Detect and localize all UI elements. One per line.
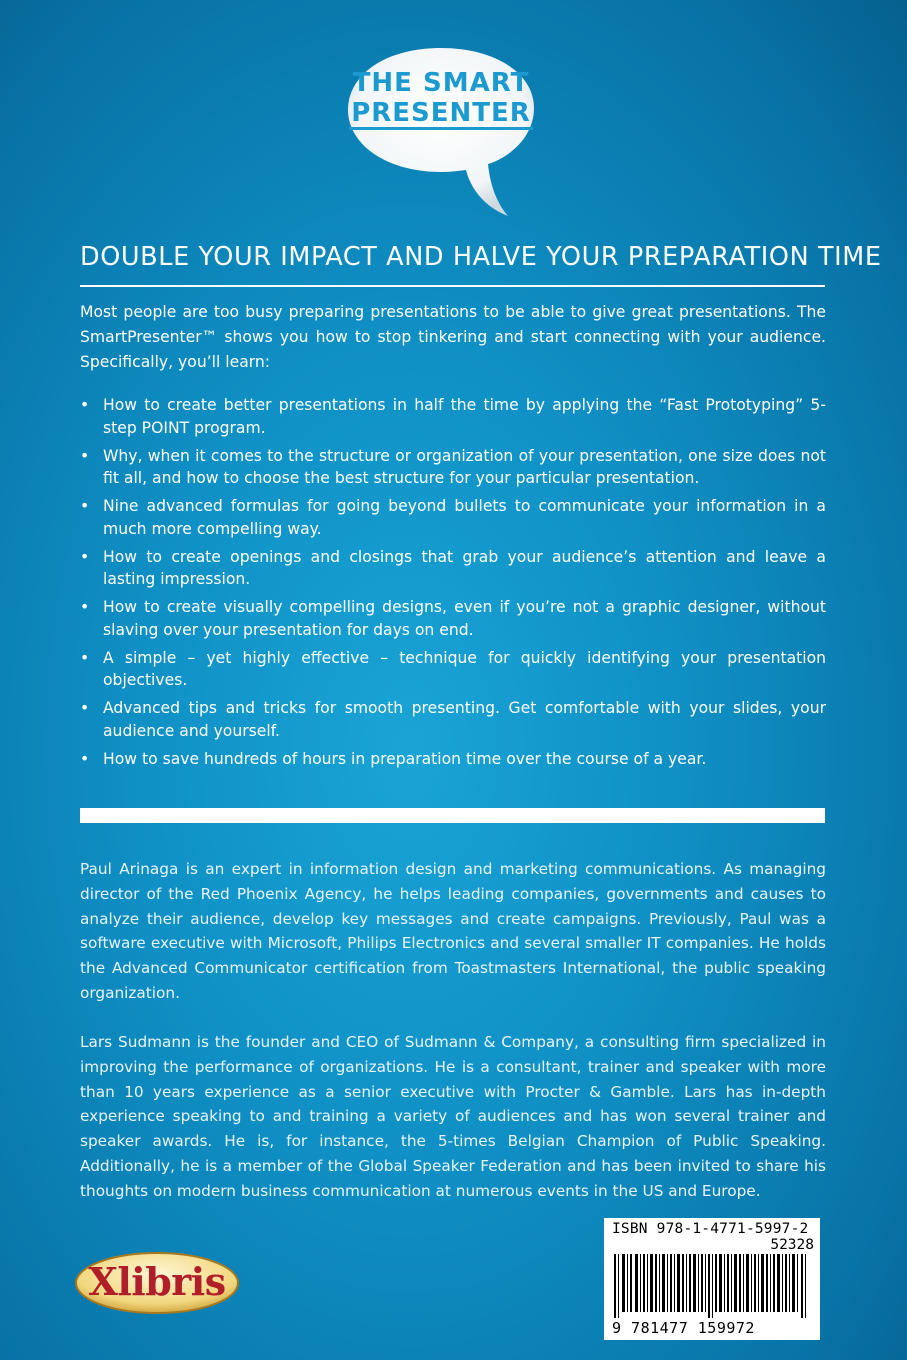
- bullet-text: How to create openings and closings that grab your audience’s attention and leave a lasting impression.: [103, 547, 826, 588]
- headline: DOUBLE YOUR IMPACT AND HALVE YOUR PREPARATION TIME: [80, 242, 882, 272]
- list-item: [80, 596, 826, 641]
- author-bio-paul: Paul Arinaga is an expert in information design and marketing communications. As managing director of the Red Phoenix Agency, he helps leading companies, governments and causes to analyze their audience, develop key messages and create campaigns. Previously, Paul was a software executive with Microsoft, Philips Electronics and several smaller IT companies. He holds the Advanced Communicator certification from Toastmasters International, the public speaking organization.: [80, 860, 826, 1002]
- bullet-text: Nine advanced formulas for going beyond bullets to communicate your information in a much more compelling way.: [103, 497, 826, 538]
- bullet-text: How to create visually compelling designs, even if you’re not a graphic designer, without slaving over your presentation for days on end.: [103, 598, 826, 639]
- title-speech-bubble: [348, 46, 534, 174]
- bullet-icon: •: [80, 446, 90, 465]
- section-divider: [80, 808, 825, 823]
- list-item: [80, 697, 826, 742]
- bullet-text: How to save hundreds of hours in preparation time over the course of a year.: [103, 749, 707, 768]
- bullet-icon: •: [80, 749, 90, 768]
- bullet-icon: •: [80, 699, 90, 717]
- bullet-text: Why, when it comes to the structure or organization of your presentation, one size does not fit all, and how to choose the best structure for your particular presentation.: [103, 446, 826, 487]
- bullet-icon: •: [80, 396, 90, 414]
- list-item: [80, 495, 826, 540]
- intro-paragraph: Most people are too busy preparing presentations to be able to give great presentations. The SmartPresenter™ shows you how to stop tinkering and start connecting with your audience. Specifically, you’ll learn:: [80, 303, 826, 371]
- divider: [80, 285, 825, 287]
- bullet-icon: •: [80, 497, 90, 515]
- list-item: [80, 546, 826, 591]
- bullet-icon: •: [80, 547, 90, 566]
- author-bio-lars: Lars Sudmann is the founder and CEO of Sudmann & Company, a consulting firm specialized in improving the performance of organizations. He is a consultant, trainer and speaker with more than 10 years experience as a senior executive with Procter & Gamble. Lars has in-depth experience speaking to and training a variety of audiences and has won several trainer and speaker awards. He is, for instance, the 5-times Belgian Champion of Public Speaking. Additionally, he is a member of the Global Speaker Federation and has been invited to share his thoughts on modern business communication at numerous events in the US and Europe.: [80, 1033, 826, 1200]
- price-code: 52328: [770, 1237, 814, 1253]
- barcode-digits: 9 781477 159972: [612, 1319, 755, 1337]
- bullet-icon: •: [80, 598, 90, 616]
- publisher-logo: [74, 1250, 240, 1316]
- bullet-text: How to create better presentations in half the time by applying the “Fast Prototyping” 5-step POINT program.: [103, 396, 826, 437]
- isbn-barcode: [604, 1218, 820, 1340]
- bullet-icon: •: [80, 648, 90, 667]
- publisher-name: Xlibris: [88, 1259, 226, 1304]
- list-item: [80, 748, 826, 771]
- barcode-bars-icon: [612, 1254, 812, 1318]
- list-item: [80, 445, 826, 490]
- title-line-1: THE SMART: [352, 68, 530, 98]
- bullet-text: Advanced tips and tricks for smooth presenting. Get comfortable with your slides, your audience and yourself.: [103, 699, 826, 740]
- list-item: [80, 647, 826, 692]
- list-item: [80, 394, 826, 439]
- title-line-2: PRESENTER: [351, 98, 531, 128]
- bullet-text: A simple – yet highly effective – technique for quickly identifying your presentation objectives.: [103, 648, 826, 689]
- book-title: [348, 68, 534, 130]
- isbn-text: ISBN 978-1-4771-5997-2: [612, 1221, 809, 1237]
- bullet-list: [80, 394, 826, 776]
